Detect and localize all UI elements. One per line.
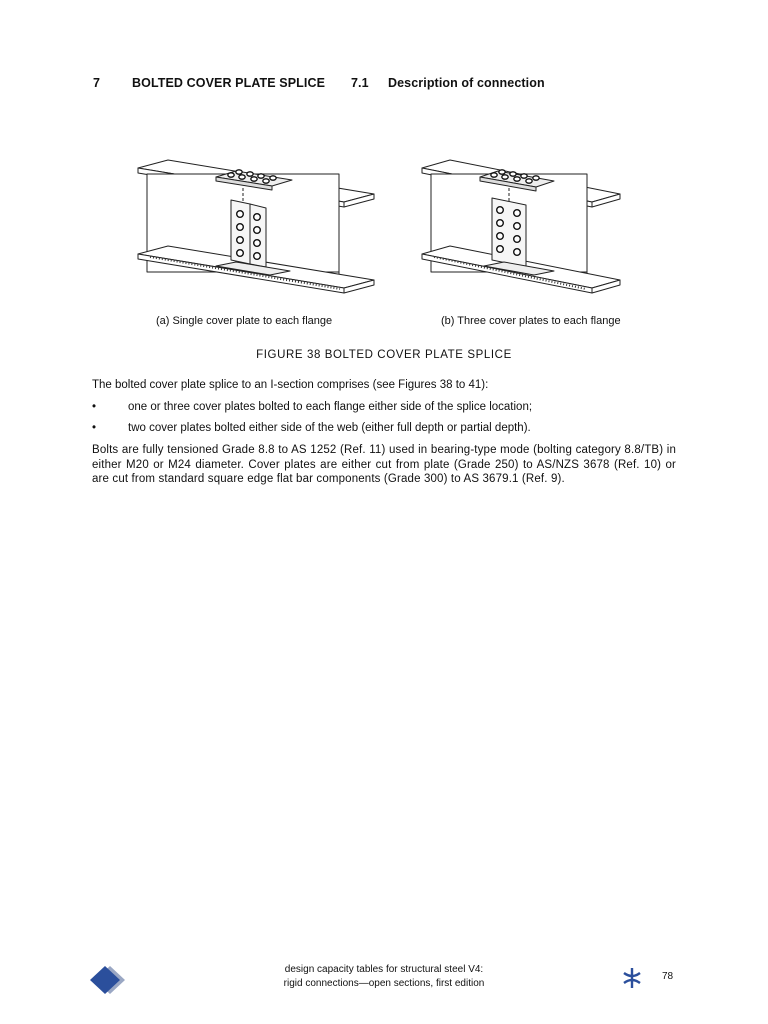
bullet-icon: • bbox=[92, 422, 97, 434]
asi-emblem-icon bbox=[622, 967, 642, 989]
figure-caption-b: (b) Three cover plates to each flange bbox=[441, 315, 621, 327]
figure-a-drawing bbox=[130, 150, 380, 310]
section-number: 7.1 bbox=[351, 76, 369, 90]
figure-b-drawing bbox=[414, 150, 644, 310]
chapter-title: BOLTED COVER PLATE SPLICE bbox=[132, 76, 326, 90]
bullet-icon: • bbox=[92, 401, 97, 413]
figure-caption-a: (a) Single cover plate to each flange bbox=[156, 315, 333, 327]
figure-title: FIGURE 38 BOLTED COVER PLATE SPLICE bbox=[256, 349, 512, 361]
body-paragraph: Bolts are fully tensioned Grade 8.8 to AS 1252 (Ref. 11) used in bearing-type mode (bolting category 8.8/TB) in either M20 or M24 diameter. Cover plates are either cut from plate (Grade 250) to AS/NZS 3678 (Ref. 10) or are cut from standard square edge flat bar components (Grade 300) to AS 3679.1 (Ref. 9). bbox=[92, 444, 676, 485]
list-item-text: one or three cover plates bolted to each flange either side of the splice location; bbox=[128, 401, 533, 413]
footer-publication bbox=[0, 963, 768, 991]
intro-text: The bolted cover plate splice to an I-section comprises (see Figures 38 to 41): bbox=[92, 379, 489, 391]
list-item-text: two cover plates bolted either side of the web (either full depth or partial depth). bbox=[128, 422, 531, 434]
chapter-number: 7 bbox=[93, 76, 101, 90]
figure-38 bbox=[0, 150, 768, 340]
footer-line-1: design capacity tables for structural steel V4: bbox=[284, 964, 484, 975]
page-number: 78 bbox=[662, 971, 674, 982]
footer-line-2: rigid connections—open sections, first edition bbox=[283, 978, 485, 989]
section-title: Description of connection bbox=[388, 76, 545, 90]
